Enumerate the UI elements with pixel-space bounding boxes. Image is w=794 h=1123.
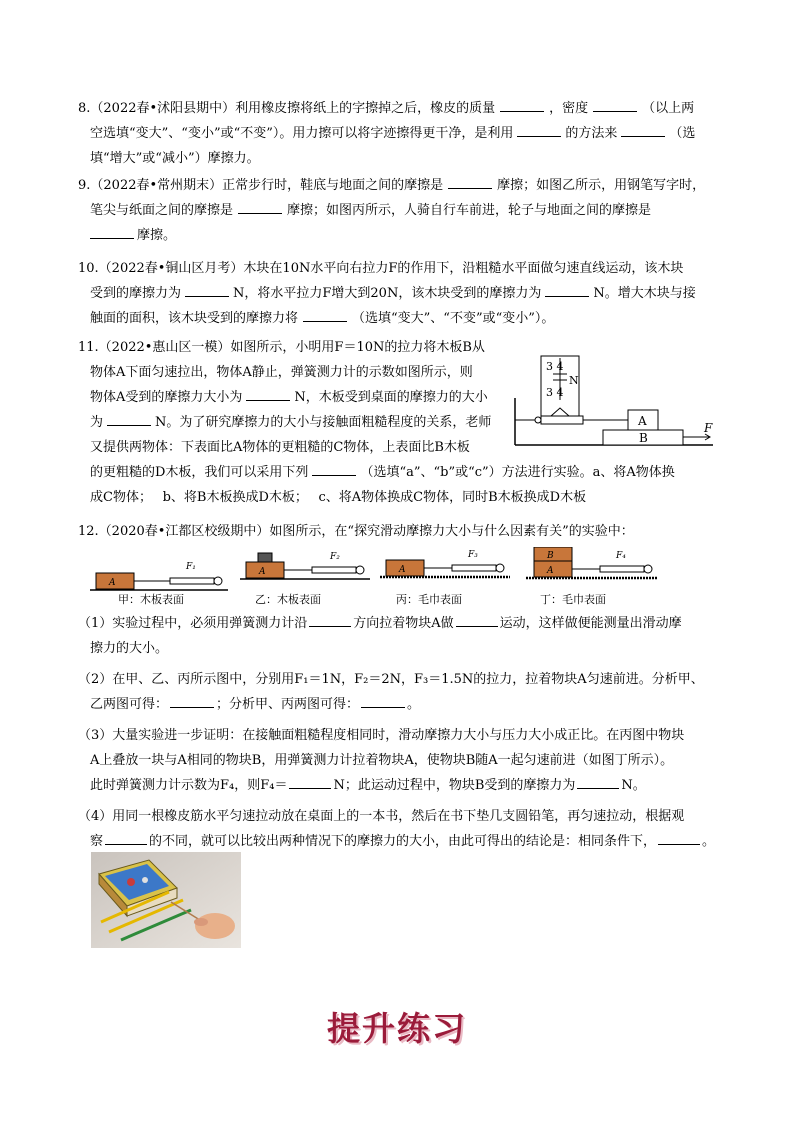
q12-blank-observe[interactable] — [105, 829, 147, 845]
scale-top-reading: 3 4 — [546, 360, 564, 373]
q8-blank-density[interactable] — [593, 96, 637, 112]
q12-blank-f4[interactable] — [289, 773, 331, 789]
q8-line3-text: 填“增大”或“减小”）摩擦力。 — [90, 151, 260, 166]
svg-text:A: A — [259, 567, 266, 577]
q10-blank-friction1[interactable] — [185, 281, 229, 297]
board-b-label: B — [639, 431, 648, 445]
q9-line2-text: 笔尖与纸面之间的摩擦是 — [90, 203, 234, 218]
question-10 — [78, 256, 718, 331]
force-f4: F₄ — [616, 551, 626, 561]
q12-part3-text2: A上叠放一块与A相同的物块B，用弹簧测力计拉着物块A，使物块B随A一起匀速前进（如图丁所示）。 — [90, 753, 674, 768]
q11-line6-text: 的更粗糙的D木板，我们可以采用下列 — [90, 465, 309, 480]
q12-blank-conclusion1[interactable] — [170, 692, 214, 708]
q8-line1-text3: （以上两 — [642, 101, 695, 116]
q12-part4-text: （4）用同一根橡皮筋水平匀速拉动放在桌面上的一本书，然后在书下垫几支圆铅笔，再匀速拉动，根据观 — [78, 809, 685, 824]
q11-line4-text2: N。为了研究摩擦力的大小与接触面粗糙程度的关系，老师 — [155, 415, 492, 430]
question-8 — [78, 96, 718, 171]
q12-part4-text3: 的不同，就可以比较出两种情况下的摩擦力的大小，由此可得出的结论是：相同条件下， — [149, 834, 657, 849]
q12-part4-text4: 。 — [702, 834, 716, 849]
q10-line2-text2: N，将水平拉力F增大到20N，该木块受到的摩擦力为 — [233, 286, 542, 301]
setup-bing — [380, 550, 510, 577]
q10-line3-text2: （选填“变大”、“不变”或“变小”）。 — [352, 311, 555, 326]
scale-unit: N — [569, 374, 579, 387]
q12-title: 12.（2020春•江都区校级期中）如图所示，在“探究滑动摩擦力大小与什么因素有关”的实验中： — [78, 524, 634, 539]
scale-bottom-reading: 3 4 — [546, 386, 564, 399]
force-f1: F₁ — [186, 562, 196, 572]
q12-part4-text2: 察 — [90, 834, 104, 849]
question-9 — [78, 173, 718, 248]
spring-scale-bing — [452, 565, 496, 571]
question-12 — [78, 519, 718, 544]
setup-yi — [240, 552, 370, 579]
q11-blank-friction-table[interactable] — [107, 410, 151, 426]
spring-scale-yi — [312, 567, 356, 573]
q10-line2-text: 受到的摩擦力为 — [90, 286, 182, 301]
q12-blank-direction[interactable] — [309, 611, 351, 627]
q10-line1-text: 10.（2022春•铜山区月考）木块在10N水平向右拉力F的作用下，沿粗糙水平面做匀速直线运动，该木块 — [78, 261, 684, 276]
q12-blank-conclusion2[interactable] — [361, 692, 405, 708]
spring-scale-ding — [600, 566, 644, 572]
force-f2: F₂ — [330, 552, 340, 562]
svg-text:A: A — [109, 578, 116, 588]
q12-part1-text2: 方向拉着物块A做 — [353, 616, 454, 631]
q9-line3-text: 摩擦。 — [137, 228, 177, 243]
q12-part1-text4: 擦力的大小。 — [90, 641, 169, 656]
q8-line2-text2: 的方法来 — [565, 126, 618, 141]
caption-ding: 丁：毛巾表面 — [540, 593, 606, 606]
book-pencil-photo — [91, 852, 241, 948]
caption-yi: 乙：木板表面 — [255, 593, 321, 606]
q10-blank-area[interactable] — [303, 306, 347, 322]
q11-line7-text: 成C物体； b、将B木板换成D木板； c、将A物体换成C物体，同时B木板换成D木板 — [90, 490, 587, 505]
q8-line1-text2: ，密度 — [549, 101, 589, 116]
q9-line1-text2: 摩擦；如图乙所示，用钢笔写字时， — [497, 178, 706, 193]
q12-part3-text: （3）大量实验进一步证明：在接触面粗糙程度相同时，滑动摩擦力大小与压力大小成正比。在丙图中物块 — [78, 728, 685, 743]
caption-bing: 丙：毛巾表面 — [396, 593, 462, 606]
svg-text:A: A — [547, 566, 554, 576]
section-heading: 提升练习 — [327, 1009, 467, 1048]
force-label: F — [704, 421, 713, 435]
q12-blank-conclusion3[interactable] — [658, 829, 700, 845]
force-f3: F₃ — [468, 550, 478, 560]
q11-line1-text: 11.（2022•惠山区一模）如图所示，小明用F＝10N的拉力将木板B从 — [78, 340, 485, 355]
setup-ding — [526, 547, 658, 578]
q12-part3-text3: 此时弹簧测力计示数为F₄，则F₄＝ — [90, 778, 288, 793]
q12-part2-text4: 。 — [407, 697, 421, 712]
q8-blank-mass[interactable] — [500, 96, 544, 112]
q11-blank-friction-a[interactable] — [246, 385, 290, 401]
setup-jia — [90, 562, 228, 590]
q12-part2-text: （2）在甲、乙、丙所示图中，分别用F₁＝1N，F₂＝2N，F₃＝1.5N的拉力，拉着物块A匀速前进。分析甲、 — [78, 672, 704, 687]
q11-line2-text: 物体A下面匀速拉出，物体A静止，弹簧测力计的示数如图所示，则 — [90, 365, 473, 380]
q11-blank-method[interactable] — [312, 460, 356, 476]
q8-blank-friction[interactable] — [621, 121, 665, 137]
q8-line1-text: 8.（2022春•沭阳县期中）利用橡皮擦将纸上的字擦掉之后，橡皮的质量 — [78, 101, 496, 116]
q11-line3-text2: N，木板受到桌面的摩擦力的大小 — [294, 390, 488, 405]
q12-blank-motion[interactable] — [456, 611, 498, 627]
q12-part2-text2: 乙两图可得： — [90, 697, 169, 712]
weight-yi — [258, 553, 272, 562]
q12-part1-text3: 运动，这样做便能测量出滑动摩 — [499, 616, 682, 631]
q12-blank-friction-b[interactable] — [577, 773, 619, 789]
q8-blank-method[interactable] — [517, 121, 561, 137]
q12-part3-text5: N。 — [621, 778, 646, 793]
spring-scale-jia — [170, 578, 214, 584]
q10-line2-text3: N。增大木块与接 — [593, 286, 696, 301]
q11-apparatus-figure — [513, 350, 718, 450]
q9-blank-bike[interactable] — [90, 223, 134, 239]
q9-blank-walking[interactable] — [448, 173, 492, 189]
q9-line1-text: 9.（2022春•常州期末）正常步行时，鞋底与地面之间的摩擦是 — [78, 178, 444, 193]
question-12-parts — [78, 611, 718, 854]
q11-line5-text: 又提供两物体：下表面比A物体的更粗糙的C物体，上表面比B木板 — [90, 440, 470, 455]
svg-text:A: A — [399, 565, 406, 575]
q12-part2-text3: ；分析甲、丙两图可得： — [216, 697, 360, 712]
block-a-label: A — [638, 414, 647, 428]
q9-line2-text2: 摩擦；如图丙所示，人骑自行车前进，轮子与地面之间的摩擦是 — [287, 203, 652, 218]
q11-line3-text: 物体A受到的摩擦力大小为 — [90, 390, 243, 405]
q11-line4-text: 为 — [90, 415, 104, 430]
q12-part3-text4: N；此运动过程中，物块B受到的摩擦力为 — [333, 778, 576, 793]
q10-line3-text: 触面的面积，该木块受到的摩擦力将 — [90, 311, 299, 326]
q10-blank-friction2[interactable] — [545, 281, 589, 297]
q8-line2-text3: （选 — [669, 126, 696, 141]
q8-line2-text: 空选填“变大”、“变小”或“不变”）。用力擦可以将字迹擦得更干净，是利用 — [90, 126, 514, 141]
q9-blank-pen[interactable] — [238, 198, 282, 214]
svg-text:B: B — [547, 551, 554, 561]
q12-part1-text: （1）实验过程中，必须用弹簧测力计沿 — [78, 616, 308, 631]
spring-scale-body — [541, 416, 583, 424]
caption-jia: 甲：木板表面 — [118, 593, 184, 606]
q11-line6-text2: （选填“a”、“b”或“c”）方法进行实验。a、将A物体换 — [360, 465, 675, 480]
